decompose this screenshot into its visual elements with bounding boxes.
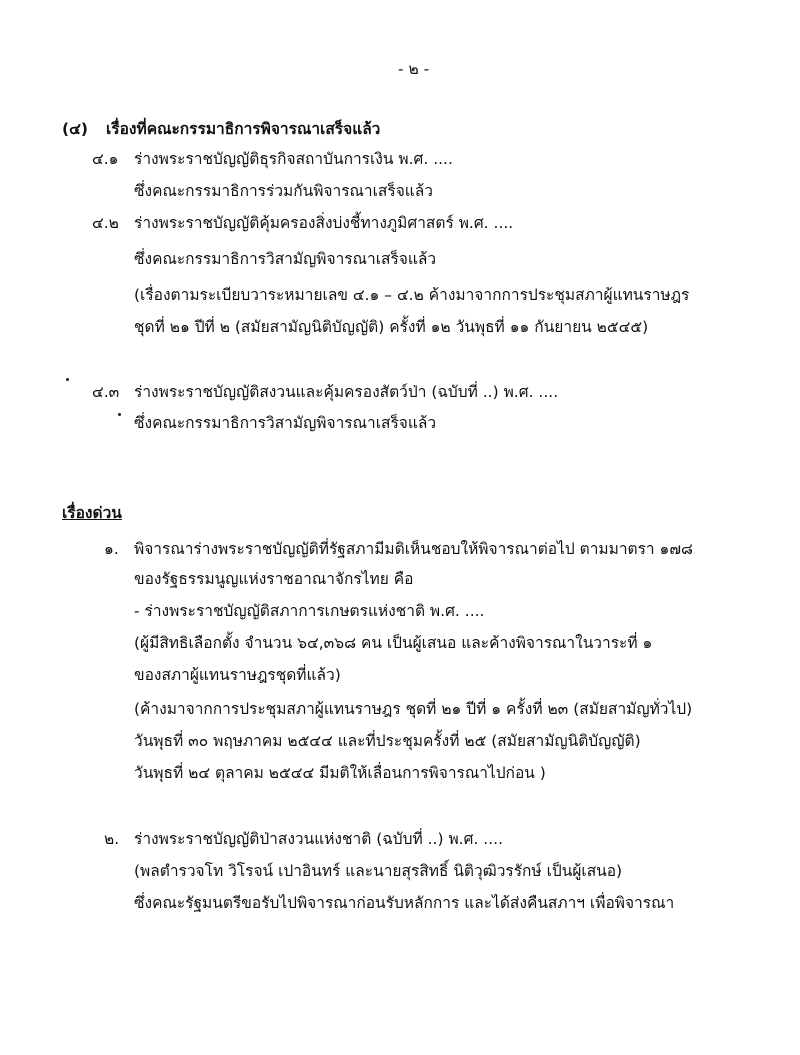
item-text: วันพุธที่ ๒๔ ตุลาคม ๒๕๔๔ มีมติให้เลื่อนการพิจารณาไปก่อน )	[134, 764, 546, 782]
page-number: - ๒ -	[398, 60, 430, 78]
item-number: ๑.	[104, 540, 119, 558]
item-number: ๔.๓	[92, 383, 120, 401]
item-text: ซึ่งคณะกรรมาธิการวิสามัญพิจารณาเสร็จแล้ว	[134, 250, 437, 268]
item-number: ๔.๑	[92, 150, 119, 168]
item-text: (เรื่องตามระเบียบวาระหมายเลข ๔.๑ – ๔.๒ ค้างมาจากการประชุมสภาผู้แทนราษฎร	[134, 286, 690, 304]
item-text: ซึ่งคณะรัฐมนตรีขอรับไปพิจารณาก่อนรับหลักการ และได้ส่งคืนสภาฯ เพื่อพิจารณา	[134, 894, 675, 912]
item-text: ของรัฐธรรมนูญแห่งราชอาณาจักรไทย คือ	[134, 570, 414, 588]
section-number: (๔)	[62, 120, 88, 138]
item-text: (ผู้มีสิทธิเลือกตั้ง จำนวน ๖๔,๓๖๘ คน เป็นผู้เสนอ และค้างพิจารณาในวาระที่ ๑	[134, 634, 653, 652]
item-text: พิจารณาร่างพระราชบัญญัติที่รัฐสภามีมติเห็นชอบให้พิจารณาต่อไป ตามมาตรา ๑๗๘	[134, 540, 694, 558]
item-text: ร่างพระราชบัญญัติป่าสงวนแห่งชาติ (ฉบับที่ ..) พ.ศ. ....	[134, 830, 503, 848]
item-text: ของสภาผู้แทนราษฎรชุดที่แล้ว)	[134, 666, 341, 684]
item-text: (ค้างมาจากการประชุมสภาผู้แทนราษฎร ชุดที่ ๒๑ ปีที่ ๑ ครั้งที่ ๒๓ (สมัยสามัญทั่วไป)	[134, 700, 693, 718]
item-text: ร่างพระราชบัญญัติคุ้มครองสิ่งบ่งชี้ทางภูมิศาสตร์ พ.ศ. ....	[134, 214, 514, 232]
stray-mark	[118, 413, 121, 416]
item-number: ๔.๒	[92, 214, 119, 232]
item-number: ๒.	[104, 830, 120, 848]
stray-mark	[66, 378, 69, 381]
section-heading: เรื่องที่คณะกรรมาธิการพิจารณาเสร็จแล้ว	[106, 120, 381, 138]
item-text: (พลตำรวจโท วิโรจน์ เปาอินทร์ และนายสุรสิทธิ์ นิติวุฒิวรรักษ์ เป็นผู้เสนอ)	[134, 862, 623, 880]
urgent-heading: เรื่องด่วน	[62, 504, 122, 522]
item-text: ร่างพระราชบัญญัติสงวนและคุ้มครองสัตว์ป่า (ฉบับที่ ..) พ.ศ. ....	[134, 383, 559, 401]
item-text: ชุดที่ ๒๑ ปีที่ ๒ (สมัยสามัญนิติบัญญัติ) ครั้งที่ ๑๒ วันพุธที่ ๑๑ กันยายน ๒๕๔๕)	[134, 318, 649, 336]
item-text: ซึ่งคณะกรรมาธิการร่วมกันพิจารณาเสร็จแล้ว	[134, 182, 433, 200]
item-text: - ร่างพระราชบัญญัติสภาการเกษตรแห่งชาติ พ.ศ. ....	[134, 602, 485, 620]
item-text: ร่างพระราชบัญญัติธุรกิจสถาบันการเงิน พ.ศ. ....	[134, 150, 453, 168]
item-text: วันพุธที่ ๓๐ พฤษภาคม ๒๕๔๔ และที่ประชุมครั้งที่ ๒๕ (สมัยสามัญนิติบัญญัติ)	[134, 732, 641, 750]
item-text: ซึ่งคณะกรรมาธิการวิสามัญพิจารณาเสร็จแล้ว	[134, 414, 437, 432]
